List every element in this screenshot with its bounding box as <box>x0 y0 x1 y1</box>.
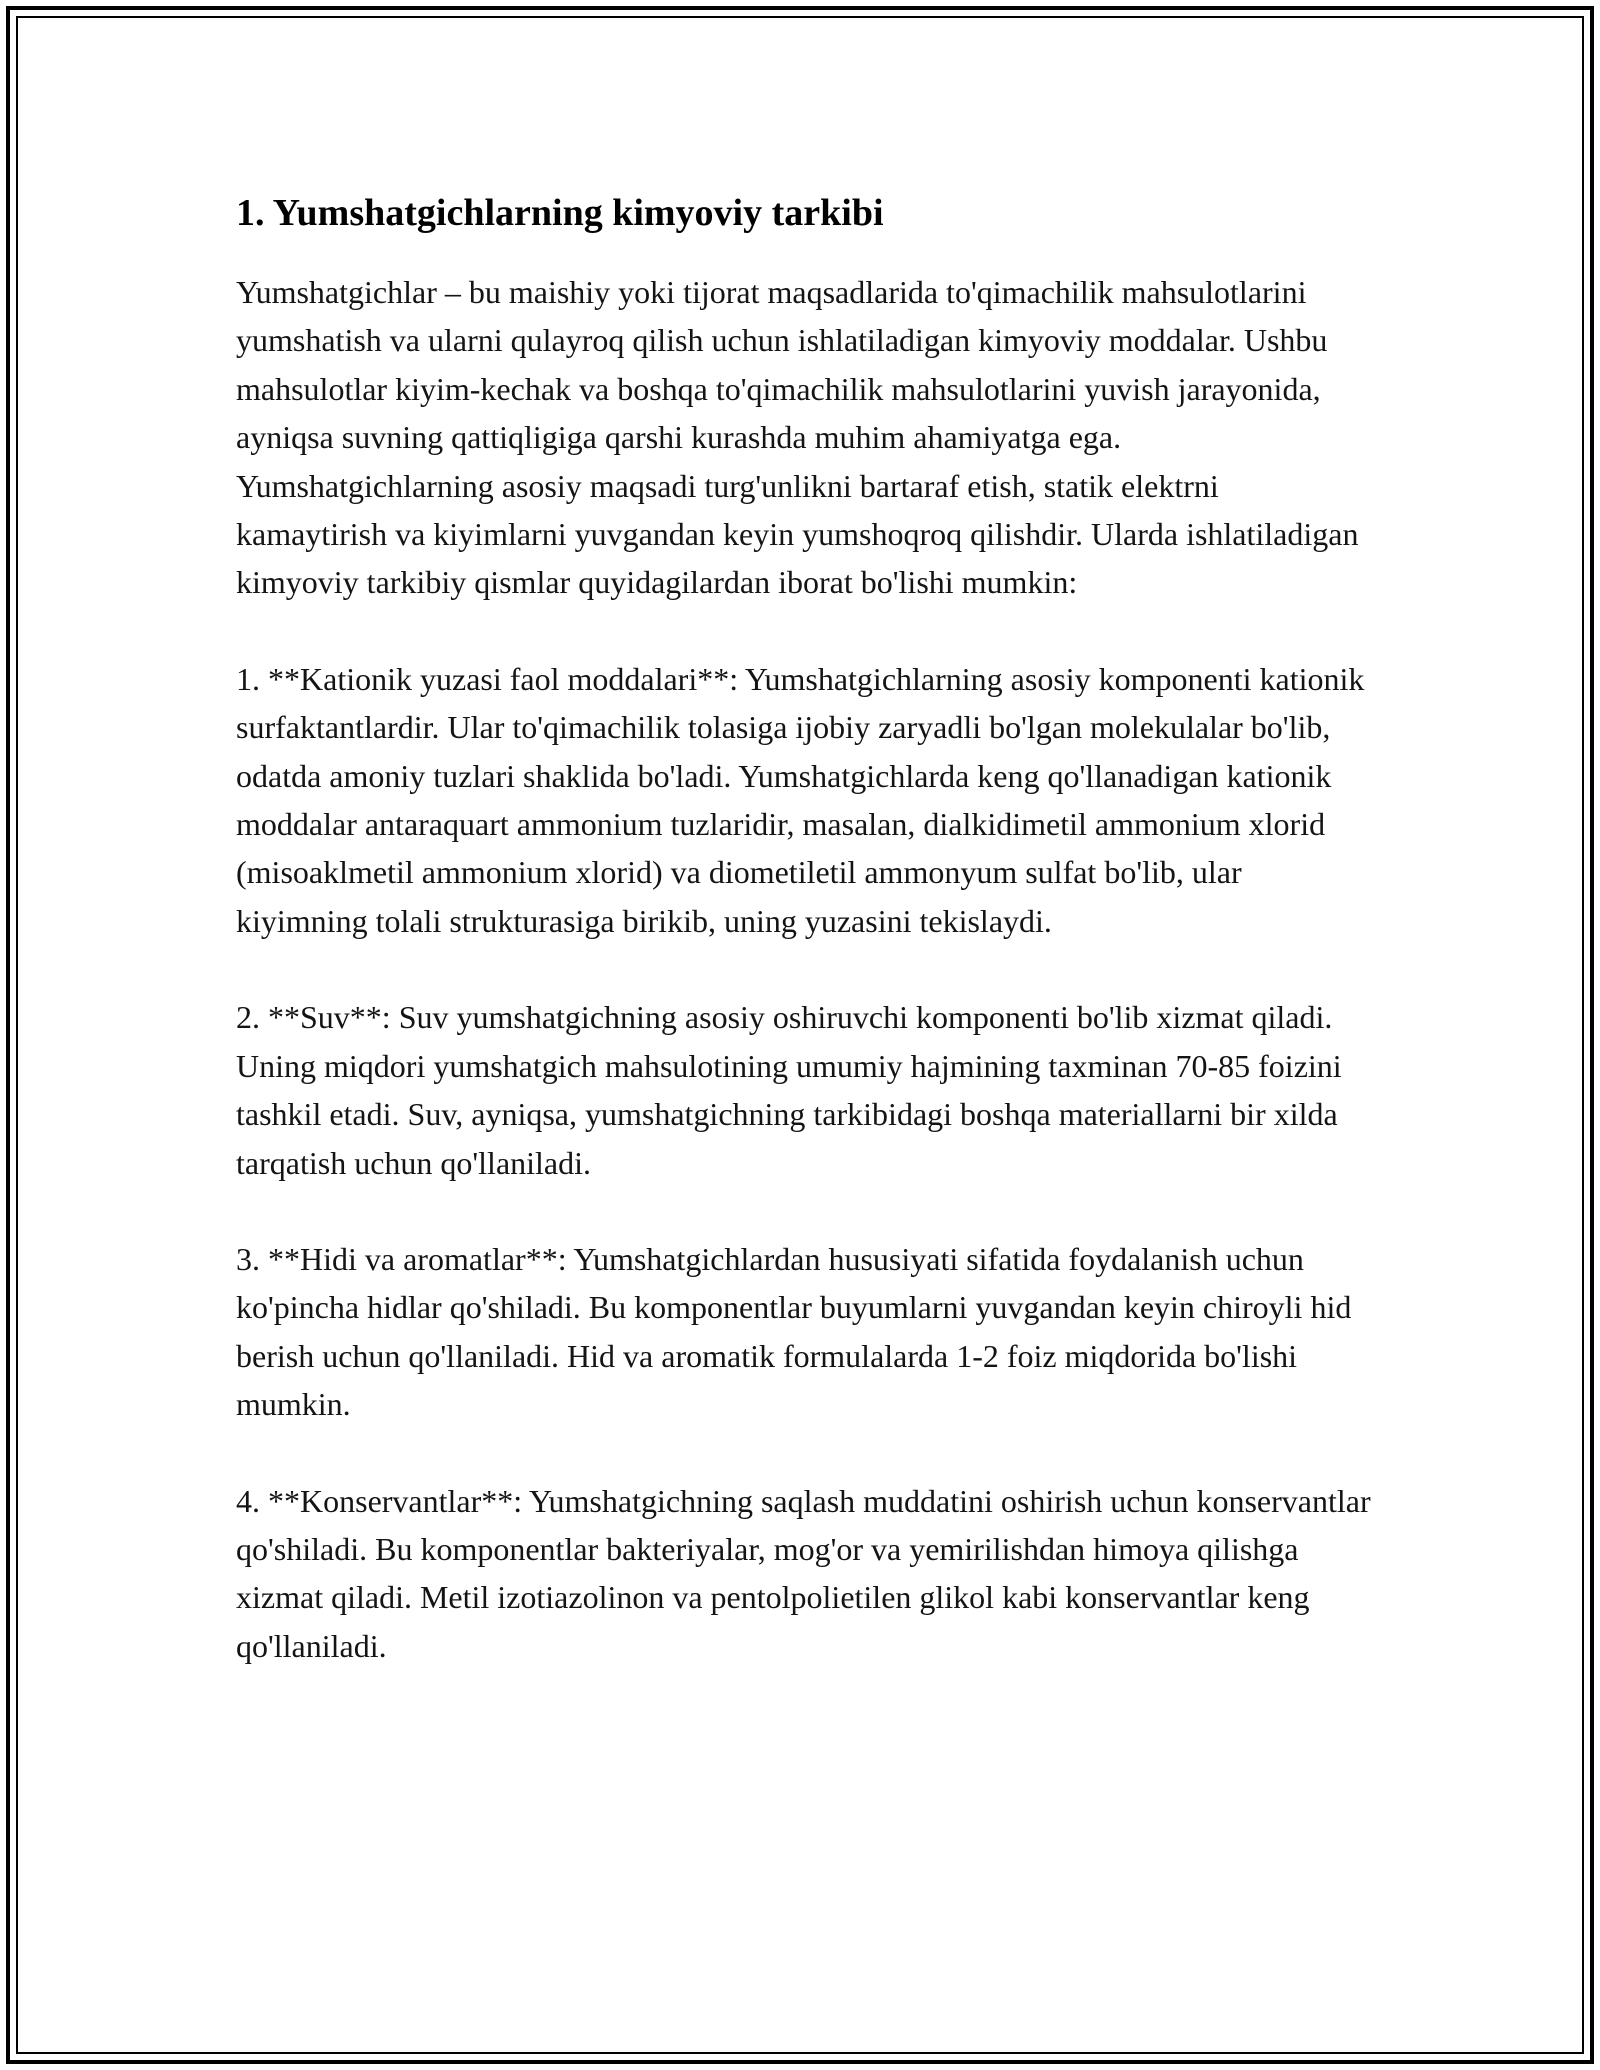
list-item-fragrances: 3. **Hidi va aromatlar**: Yumshatgichlardan hususiyati sifatida foydalanish uchun ko'pincha hidlar qo'shiladi. Bu komponentlar buyumlarni yuvgandan keyin chiroyli hid berish uchun qo'llaniladi. Hid va aromatik formulalarda 1-2 foiz miqdorida bo'lishi mumkin. <box>236 1240 1352 1423</box>
section-heading: 1. Yumshatgichlarning kimyoviy tarkibi <box>236 192 884 234</box>
document-body <box>236 186 1376 1718</box>
list-item-preservatives: 4. **Konservantlar**: Yumshatgichning saqlash muddatini oshirish uchun konservantlar qo'shiladi. Bu komponentlar bakteriyalar, mog'or va yemirilishdan himoya qilishga xizmat qiladi. Metil izotiazolinon va pentolpolietilen glikol kabi konservantlar keng qo'llaniladi. <box>236 1482 1371 1664</box>
list-item-water: 2. **Suv**: Suv yumshatgichning asosiy oshiruvchi komponenti bo'lib xizmat qiladi. Uning miqdori yumshatgich mahsulotining umumiy hajmining taxminan 70-85 foizini tashkil etadi. Suv, ayniqsa, yumshatgichning tarkibidagi boshqa materiallarni bir xilda tarqatish uchun qo'llaniladi. <box>236 999 1342 1181</box>
list-item-cationic-surfactants: 1. **Kationik yuzasi faol moddalari**: Yumshatgichlarning asosiy komponenti kationik surfaktantlardir. Ular to'qimachilik tolasiga ijobiy zaryadli bo'lgan molekulalar bo'lib, odatda amoniy tuzlari shaklida bo'ladi. Yumshatgichlarda keng qo'llanadigan kationik moddalar antaraquart ammonium tuzlaridir, masalan, dialkidimetil ammonium xlorid (misoaklmetil ammonium xlorid) va diometiletil ammonyum sulfat bo'lib, ular kiyimning tolali strukturasiga birikib, uning yuzasini tekislaydi. <box>236 660 1365 939</box>
intro-paragraph: Yumshatgichlar – bu maishiy yoki tijorat maqsadlarida to'qimachilik mahsulotlarini yumshatish va ularni qulayroq qilish uchun ishlatiladigan kimyoviy moddalar. Ushbu mahsulotlar kiyim-kechak va boshqa to'qimachilik mahsulotlarini yuvish jarayonida, ayniqsa suvning qattiqligiga qarshi kurashda muhim ahamiyatga ega. Yumshatgichlarning asosiy maqsadi turg'unlikni bartaraf etish, statik elektrni kamaytirish va kiyimlarni yuvgandan keyin yumshoqroq qilishdir. Ularda ishlatiladigan kimyoviy tarkibiy qismlar quyidagilardan iborat bo'lishi mumkin: <box>236 274 1359 601</box>
